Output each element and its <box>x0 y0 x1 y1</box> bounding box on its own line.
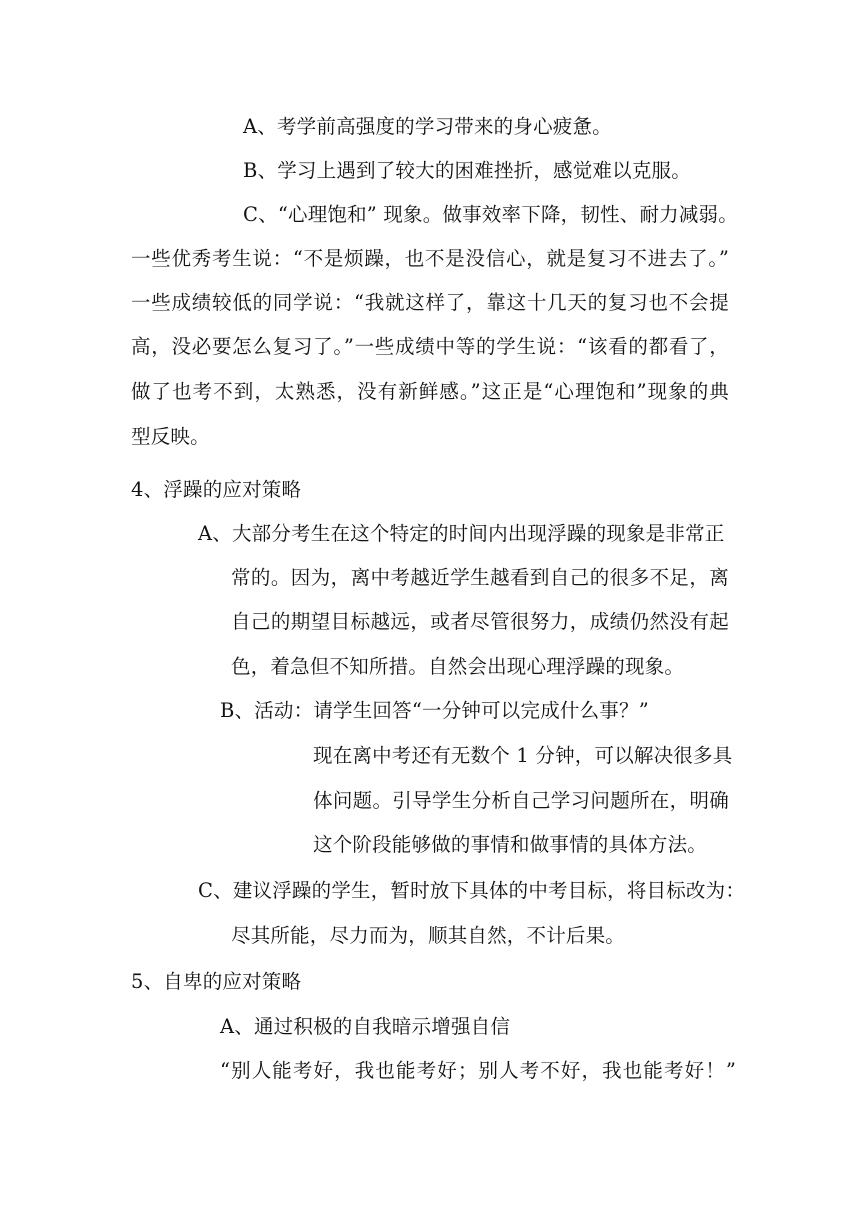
paragraph-line: B、学习上遇到了较大的困难挫折，感觉难以克服。 <box>243 159 691 182</box>
paragraph-line: 体问题。引导学生分析自己学习问题所在，明确 <box>313 789 729 812</box>
paragraph-line: B、活动：请学生回答“一分钟可以完成什么事？” <box>220 699 649 722</box>
paragraph-line: C、建议浮躁的学生，暂时放下具体的中考目标，将目标改为： <box>198 879 746 902</box>
paragraph-line: 高，没必要怎么复习了。”一些成绩中等的学生说：“该看的都看了， <box>131 335 729 358</box>
paragraph-line: 一些成绩较低的同学说：“我就这样了，靠这十几天的复习也不会提 <box>131 291 729 314</box>
paragraph-line: 这个阶段能够做的事情和做事情的具体方法。 <box>313 833 708 856</box>
paragraph-line: A、通过积极的自我暗示增强自信 <box>220 1015 511 1038</box>
paragraph-line: 做了也考不到，太熟悉，没有新鲜感。”这正是“心理饱和”现象的典 <box>131 380 729 403</box>
paragraph-line: 一些优秀考生说：“不是烦躁，也不是没信心，就是复习不进去了。” <box>131 247 729 270</box>
paragraph-line: 尽其所能，尽力而为，顺其自然，不计后果。 <box>231 924 626 947</box>
paragraph-line: 常的。因为，离中考越近学生越看到自己的很多不足，离 <box>231 566 729 589</box>
paragraph-line: 色，着急但不知所措。自然会出现心理浮躁的现象。 <box>231 655 685 678</box>
paragraph-line: A、大部分考生在这个特定的时间内出现浮躁的现象是非常正 <box>198 522 725 545</box>
paragraph-line: A、考学前高强度的学习带来的身心疲惫。 <box>243 115 612 138</box>
paragraph-line: 自己的期望目标越远，或者尽管很努力，成绩仍然没有起 <box>231 610 729 633</box>
section-heading: 5、自卑的应对策略 <box>131 970 302 993</box>
quote-line: “别人能考好，我也能考好；别人考不好，我也能考好！” <box>220 1059 736 1082</box>
paragraph-line: 现在离中考还有无数个 1 分钟，可以解决很多具 <box>313 744 733 767</box>
section-heading: 4、浮躁的应对策略 <box>131 478 302 501</box>
paragraph-line: C、“心理饱和” 现象。做事效率下降，韧性、耐力减弱。 <box>243 203 738 226</box>
paragraph-line: 型反映。 <box>131 425 210 448</box>
